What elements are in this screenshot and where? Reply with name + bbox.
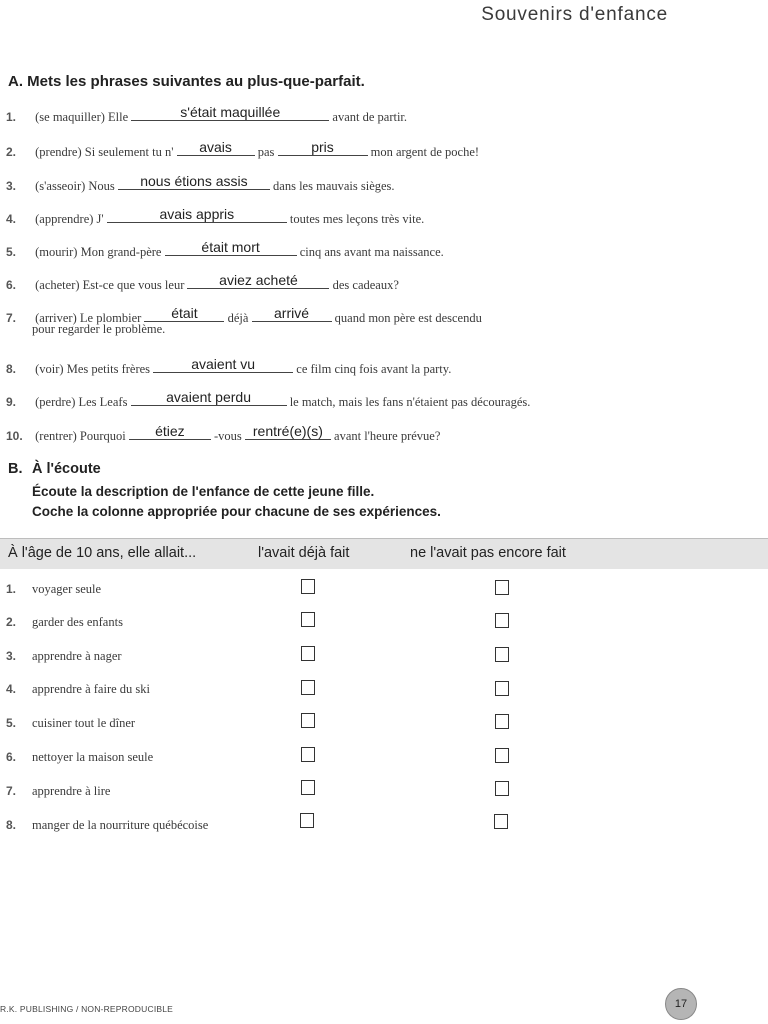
answer-text: avaient perdu [166,389,251,405]
checkbox-done-1[interactable] [301,579,315,594]
exercise-item-9 [6,391,530,410]
row-label: apprendre à lire [32,784,111,798]
item-prompt: (mourir) Mon grand-père [35,245,162,259]
item-number: 8. [6,362,17,376]
item-number: 6. [6,278,17,292]
answer-text: aviez acheté [219,272,298,288]
answer-text: était mort [201,239,260,255]
checkbox-not-done-3[interactable] [495,647,509,662]
item-number: 1. [6,110,17,124]
table-row [6,682,150,697]
column-header-done: l'avait déjà fait [258,545,350,561]
checkbox-done-5[interactable] [301,713,315,728]
item-suffix: cinq ans avant ma naissance. [299,245,444,259]
item-prompt: (s'asseoir) Nous [35,179,115,193]
exercise-item-8 [6,358,451,377]
section-b-heading [8,461,101,477]
item-prompt: (se maquiller) Elle [35,110,129,124]
answer-field-2[interactable] [278,141,368,156]
row-number: 3. [6,649,17,663]
checkbox-not-done-5[interactable] [495,714,509,729]
row-number: 7. [6,784,17,798]
exercise-item-3 [6,175,395,194]
exercise-item-10 [6,425,440,444]
row-label: manger de la nourriture québécoise [32,818,209,832]
answer-text: étiez [155,423,185,439]
page-number-badge: 17 [665,988,697,1020]
answer-text: avais [199,139,232,155]
column-header-activity: À l'âge de 10 ans, elle allait... [8,545,197,561]
answer-field-2[interactable] [245,425,331,440]
answer-text: pris [311,139,334,155]
item-prompt: (rentrer) Pourquoi [35,429,126,443]
answer-text: avaient vu [191,356,256,372]
item-number: 4. [6,212,17,226]
item-prompt: (voir) Mes petits frères [35,362,151,376]
answer-field[interactable] [177,141,255,156]
answer-field[interactable] [187,274,329,289]
checkbox-done-2[interactable] [301,612,315,627]
row-number: 8. [6,818,17,832]
item-prompt: (perdre) Les Leafs [35,395,128,409]
answer-field[interactable] [131,106,329,121]
section-a-letter: A. [8,73,23,90]
item-prompt: (apprendre) J' [35,212,104,226]
answer-field-2[interactable] [252,307,332,322]
item-suffix: quand mon père est descendu [334,311,482,325]
checkbox-done-3[interactable] [301,646,315,661]
item-prompt: (acheter) Est-ce que vous leur [35,278,185,292]
exercise-item-4 [6,208,424,227]
row-label: voyager seule [32,582,102,596]
answer-field[interactable] [107,208,287,223]
item-suffix: le match, mais les fans n'étaient pas découragés. [289,395,531,409]
checkbox-done-6[interactable] [301,747,315,762]
row-label: apprendre à nager [32,649,122,663]
answer-field[interactable] [165,241,297,256]
item-middle: pas [257,145,275,159]
checkbox-not-done-1[interactable] [495,580,509,595]
table-row [6,750,153,765]
checkbox-done-8[interactable] [300,813,314,828]
column-header-not-done: ne l'avait pas encore fait [410,545,566,561]
checkbox-not-done-7[interactable] [495,781,509,796]
row-number: 1. [6,582,17,596]
section-b-letter: B. [8,461,23,477]
checkbox-done-7[interactable] [301,780,315,795]
exercise-item-5 [6,241,444,260]
exercise-item-1 [6,106,407,125]
item-prompt: (arriver) Le plombier [35,311,142,325]
answer-text: nous étions assis [140,173,248,189]
item-suffix: avant l'heure prévue? [334,429,441,443]
section-a-title: Mets les phrases suivantes au plus-que-parfait. [27,73,365,90]
section-b-title: À l'écoute [32,461,101,477]
item-number: 7. [6,311,17,325]
checkbox-not-done-6[interactable] [495,748,509,763]
section-b-instruction-2: Coche la colonne appropriée pour chacune de ses expériences. [32,504,441,519]
answer-field[interactable] [118,175,270,190]
row-label: apprendre à faire du ski [32,682,150,696]
row-label: nettoyer la maison seule [32,750,154,764]
table-header [0,538,768,569]
item-number: 2. [6,145,17,159]
answer-field[interactable] [153,358,293,373]
item-suffix: des cadeaux? [332,278,399,292]
item-suffix: dans les mauvais sièges. [273,179,395,193]
item-suffix: ce film cinq fois avant la party. [296,362,452,376]
publisher-footer: R.K. PUBLISHING / NON-REPRODUCIBLE [0,1004,174,1014]
page-title: Souvenirs d'enfance [481,4,668,25]
answer-text: avais appris [159,206,235,222]
item-middle: -vous [213,429,242,443]
table-row [6,582,101,597]
item-prompt: (prendre) Si seulement tu n' [35,145,174,159]
answer-field[interactable] [129,425,211,440]
answer-text: arrivé [274,305,310,321]
exercise-item-2 [6,141,479,160]
item-number: 9. [6,395,17,409]
checkbox-not-done-8[interactable] [494,814,508,829]
row-number: 5. [6,716,17,730]
row-number: 6. [6,750,17,764]
answer-text: s'était maquillée [180,104,281,120]
section-a-heading [8,73,365,90]
table-row [6,615,123,630]
checkbox-not-done-2[interactable] [495,613,509,628]
answer-field[interactable] [131,391,287,406]
answer-field[interactable] [144,307,224,322]
row-number: 4. [6,682,17,696]
row-label: cuisiner tout le dîner [32,716,136,730]
table-row [6,649,122,664]
item-suffix: mon argent de poche! [370,145,480,159]
item-middle: déjà [227,311,249,325]
item-number: 5. [6,245,17,259]
item-number: 3. [6,179,17,193]
item-suffix: avant de partir. [332,110,408,124]
item-suffix: toutes mes leçons très vite. [289,212,425,226]
checkbox-done-4[interactable] [301,680,315,695]
checkbox-not-done-4[interactable] [495,681,509,696]
item-number: 10. [6,429,23,443]
exercise-item-7-continuation: pour regarder le problème. [32,322,166,336]
answer-text: était [171,305,198,321]
table-row [6,784,110,799]
section-b-instruction-1: Écoute la description de l'enfance de cette jeune fille. [32,484,375,499]
row-label: garder des enfants [32,615,123,629]
answer-text: rentré(e)(s) [252,423,323,439]
table-row [6,818,208,833]
row-number: 2. [6,615,17,629]
table-row [6,716,135,731]
exercise-item-6 [6,274,399,293]
